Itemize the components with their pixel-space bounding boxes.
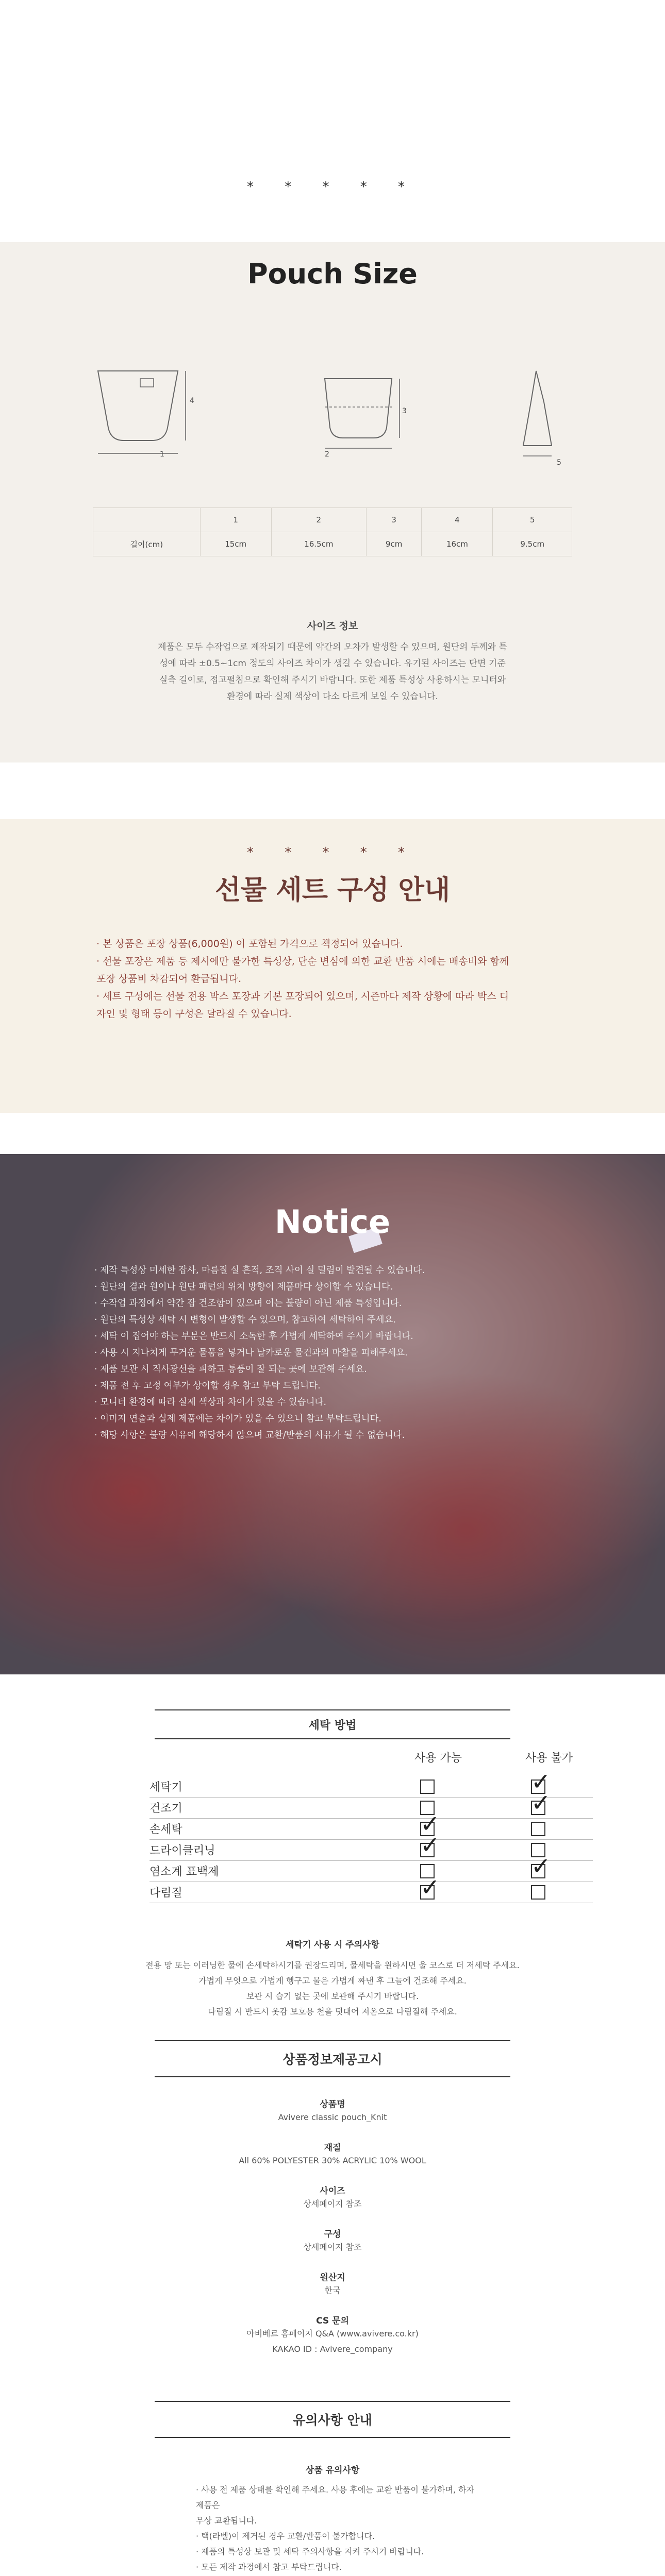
size-note-line: 환경에 따라 실제 색상이 다소 다르게 보일 수 있습니다. — [227, 691, 438, 702]
divider — [155, 2401, 510, 2402]
list-item: · 세탁 이 집어야 하는 부분은 반드시 소독한 후 가볍게 세탁하여 주시기 바랍니다. — [94, 1331, 413, 1342]
list-item: · 모니터 환경에 따라 실제 색상과 차이가 있을 수 있습니다. — [94, 1397, 327, 1408]
size-note-title: 사이즈 정보 — [307, 620, 358, 632]
list-item: 포장 상품비 차감되어 환급됩니다. — [96, 973, 242, 985]
divider — [155, 1709, 510, 1710]
info-value: 아비베르 홈페이지 Q&A (www.avivere.co.kr) — [246, 2329, 419, 2338]
table-cell — [93, 508, 201, 532]
diagram-label-3: 3 — [402, 407, 407, 415]
decorative-stars: * * * * * — [246, 845, 419, 860]
table-cell: 15cm — [200, 532, 271, 556]
kakao-id: KAKAO ID : Avivere_company — [272, 2344, 393, 2354]
divider — [155, 1738, 510, 1739]
notice-list — [90, 1262, 585, 1444]
wash-row — [149, 1810, 593, 1840]
wash-row-label: 드라이클리닝 — [149, 1844, 215, 1857]
wash-caution-title: 세탁기 사용 시 주의사항 — [286, 1940, 379, 1950]
size-note-body — [0, 639, 665, 705]
table-cell: 길이(cm) — [93, 532, 201, 556]
list-item: · 제품 전 후 고정 여부가 상이할 경우 참고 부탁 드립니다. — [94, 1381, 321, 1391]
list-item: 무상 교환됩니다. — [196, 2516, 257, 2526]
size-note-line: 실측 길이로, 접고펼침으로 확인해 주시기 바랍니다. 또한 제품 특성상 사용하시는 모니터와 — [159, 675, 506, 685]
list-item: · 택(라벨)이 제거된 경우 교환/반품이 불가합니다. — [196, 2531, 375, 2541]
divider — [155, 2437, 510, 2438]
table-cell: 9cm — [366, 532, 421, 556]
wash-caution-body — [0, 1958, 665, 2020]
wash-row-label: 다림질 — [149, 1887, 182, 1900]
check-icon: ✓ — [420, 1873, 440, 1901]
list-item: 자인 및 형태 등이 구성은 달라질 수 있습니다. — [96, 1008, 292, 1020]
list-item: · 선물 포장은 제품 등 제시에만 불가한 특성상, 단순 변심에 의한 교환 반품 시에는 배송비와 함께 — [96, 956, 509, 967]
allowed-checkbox — [420, 1831, 440, 1859]
divider — [155, 2076, 510, 2077]
list-item: · 원단의 결과 원이나 원단 패턴의 위치 방향이 제품마다 상이할 수 있습니다. — [94, 1282, 393, 1292]
check-icon: ✓ — [531, 1789, 551, 1817]
info-value: 한국 — [324, 2285, 341, 2295]
info-field — [0, 2227, 665, 2270]
wash-row — [149, 1873, 593, 1903]
gift-set-section — [0, 819, 665, 1113]
info-value: Avivere classic pouch_Knit — [278, 2112, 387, 2122]
wash-method-title: 세탁 방법 — [308, 1719, 357, 1732]
gift-set-title: 선물 세트 구성 안내 — [214, 875, 451, 906]
info-field — [0, 2097, 665, 2140]
divider — [155, 2040, 510, 2041]
product-info-fields — [0, 2097, 665, 2357]
wash-row — [149, 1768, 593, 1798]
info-value: 상세페이지 참조 — [303, 2242, 362, 2252]
info-label: 원산지 — [320, 2273, 345, 2283]
info-value: 상세페이지 참조 — [303, 2199, 362, 2209]
wash-row — [149, 1852, 593, 1882]
list-item: · 제작 특성상 미세한 잡사, 마름질 실 흔적, 조직 사이 실 밀림이 발견될 수 있습니다. — [94, 1265, 425, 1276]
table-cell: 2 — [271, 508, 366, 532]
caution-line: 다림질 시 반드시 옷감 보호용 천을 덧대어 저온으로 다림질해 주세요. — [208, 2007, 457, 2016]
list-item: · 수작업 과정에서 약간 잡 건조함이 있으며 이는 불량이 아닌 제품 특성입니다. — [94, 1298, 402, 1309]
list-item: · 제품 보관 시 직사광선을 피하고 통풍이 잘 되는 곳에 보관해 주세요. — [94, 1364, 367, 1375]
caution-line: 가볍게 무엇으로 가볍게 헹구고 물은 가볍게 짜낸 후 그늘에 건조해 주세요. — [198, 1976, 467, 1986]
check-icon: ✓ — [531, 1852, 551, 1880]
table-cell: 16.5cm — [271, 532, 366, 556]
caution-sub-title: 상품 유의사항 — [305, 2465, 360, 2476]
diagram-label-2: 2 — [325, 450, 329, 459]
caution-line: 전용 망 또는 이러닝한 물에 손세탁하시기를 권장드리며, 물세탁을 원하시면 울 코스로 더 저세탁 주세요. — [145, 1960, 520, 1970]
wash-row-label: 손세탁 — [149, 1823, 182, 1836]
allowed-checkbox — [420, 1873, 440, 1901]
diagram-label-5: 5 — [557, 459, 561, 467]
info-field — [0, 2183, 665, 2227]
pouch-size-title: Pouch Size — [247, 258, 418, 290]
info-label: 상품명 — [320, 2099, 345, 2110]
list-item: · 해당 사항은 불량 사유에 해당하지 않으며 교환/반품의 사유가 될 수 없습니다. — [94, 1430, 405, 1440]
info-label: 구성 — [324, 2229, 341, 2240]
pouch-size-diagram — [77, 350, 588, 474]
gift-set-list — [90, 935, 585, 1023]
list-item: · 제품의 특성상 보관 및 세탁 주의사항을 지켜 주시기 바랍니다. — [196, 2547, 424, 2556]
list-item: · 사용 시 지나치게 무거운 물품을 넣거나 날카로운 물건과의 마찰을 피해주세요. — [94, 1348, 408, 1358]
wash-row-label: 염소계 표백제 — [149, 1866, 219, 1878]
check-icon: ✓ — [420, 1831, 440, 1859]
table-cell: 5 — [493, 508, 572, 532]
not-allowed-checkbox — [531, 1789, 551, 1817]
size-note-line: 제품은 모두 수작업으로 제작되기 때문에 약간의 오차가 발생할 수 있으며, 원단의 두께와 특 — [158, 642, 507, 652]
caution-line: 보관 시 습기 없는 곳에 보관해 주시기 바랍니다. — [246, 1991, 419, 2001]
notice-title: Notice — [274, 1203, 391, 1241]
decorative-stars: * * * * * — [246, 179, 419, 195]
info-label: CS 문의 — [316, 2316, 349, 2326]
info-label: 사이즈 — [320, 2186, 345, 2196]
not-allowed-checkbox — [531, 1852, 551, 1880]
notice-section — [0, 1154, 665, 1674]
info-field — [0, 2313, 665, 2357]
wash-table — [149, 1768, 593, 1903]
info-field — [0, 2270, 665, 2313]
table-row — [93, 532, 572, 556]
info-value: All 60% POLYESTER 30% ACRYLIC 10% WOOL — [239, 2156, 426, 2165]
table-cell: 4 — [422, 508, 493, 532]
allowed-checkbox — [420, 1780, 435, 1794]
check-icon: ✓ — [420, 1810, 440, 1838]
table-row — [93, 508, 572, 532]
not-allowed-checkbox — [531, 1822, 545, 1836]
list-item: · 원단의 특성상 세탁 시 변형이 발생할 수 있으며, 참고하여 세탁하여 주세요. — [94, 1315, 396, 1325]
col-header-no: 사용 불가 — [525, 1752, 573, 1765]
list-item: · 세트 구성에는 선물 전용 박스 포장과 기본 포장되어 있으며, 시즌마다 제작 상황에 따라 박스 디 — [96, 991, 509, 1002]
pouch-size-table — [93, 507, 572, 556]
not-allowed-checkbox — [531, 1885, 545, 1900]
info-field — [0, 2140, 665, 2183]
product-info-title: 상품정보제공고시 — [282, 2052, 383, 2067]
caution-title: 유의사항 안내 — [293, 2413, 372, 2428]
diagram-label-4: 4 — [190, 397, 194, 405]
list-item: · 이미지 연출과 실제 제품에는 차이가 있을 수 있으니 참고 부탁드립니다. — [94, 1414, 381, 1424]
wash-row — [149, 1789, 593, 1819]
size-note-line: 성에 따라 ±0.5~1cm 정도의 사이즈 차이가 생길 수 있습니다. 유기된 사이즈는 단면 기준 — [159, 658, 506, 669]
wash-row-label: 세탁기 — [149, 1781, 182, 1794]
list-item: · 본 상품은 포장 상품(6,000원) 이 포함된 가격으로 책정되어 있습니다. — [96, 938, 403, 950]
diagram-label-1: 1 — [160, 450, 164, 459]
table-cell: 1 — [200, 508, 271, 532]
table-cell: 3 — [366, 508, 421, 532]
list-item: · 모든 제작 과정에서 참고 부탁드립니다. — [196, 2562, 342, 2572]
info-label: 재질 — [324, 2143, 341, 2153]
pouch-size-section — [0, 242, 665, 762]
caution-list — [196, 2482, 485, 2576]
wash-row — [149, 1831, 593, 1861]
wash-row-label: 건조기 — [149, 1802, 182, 1815]
list-item: · 사용 전 제품 상태를 확인해 주세요. 사용 후에는 교환 반품이 불가하며, 하자 제품은 — [196, 2485, 474, 2510]
table-cell: 16cm — [422, 532, 493, 556]
table-cell: 9.5cm — [493, 532, 572, 556]
col-header-yes: 사용 가능 — [414, 1752, 462, 1765]
check-icon: ✓ — [531, 1768, 551, 1795]
